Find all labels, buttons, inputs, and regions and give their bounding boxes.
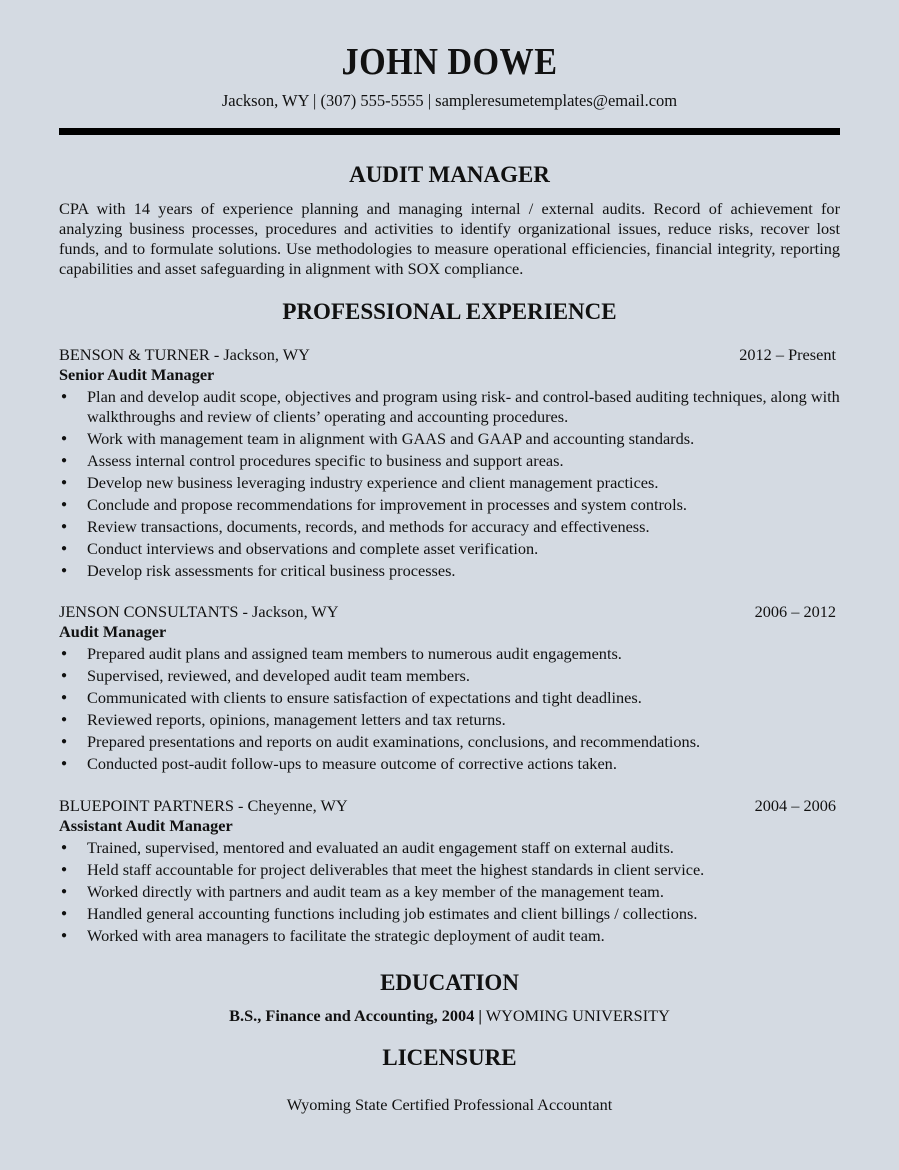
- list-item: ● Worked with area managers to facilitate the strategic deployment of audit team.: [59, 926, 840, 946]
- list-item: ● Trained, supervised, mentored and evaluated an audit engagement staff on external audits.: [59, 838, 840, 858]
- job-title: Audit Manager: [59, 622, 167, 641]
- dates: 2006 – 2012: [754, 602, 836, 621]
- list-item: ● Handled general accounting functions including job estimates and client billings / collections.: [59, 904, 840, 924]
- company: JENSON CONSULTANTS - Jackson, WY: [59, 602, 339, 621]
- dates: 2004 – 2006: [754, 796, 836, 815]
- list-item: ● Supervised, reviewed, and developed audit team members.: [59, 666, 840, 686]
- list-item: ● Prepared presentations and reports on audit examinations, conclusions, and recommendations.: [59, 732, 840, 752]
- job-header: [59, 345, 840, 365]
- header-divider: [59, 128, 840, 135]
- list-item: ● Held staff accountable for project deliverables that meet the highest standards in client service.: [59, 860, 840, 880]
- job-header: [59, 796, 840, 816]
- experience-heading: PROFESSIONAL EXPERIENCE: [282, 299, 617, 324]
- list-item: ● Develop new business leveraging industry experience and client management practices.: [59, 473, 840, 493]
- degree: B.S., Finance and Accounting, 2004 |: [229, 1006, 482, 1025]
- summary-text: CPA with 14 years of experience planning and managing internal / external audits. Record of achievement for analyzing business processes, procedures and activities to identify organizational issues, reduce risks, recover lost funds, and to formulate solutions. Use methodologies to measure operational efficiencies, financial integrity, reporting capabilities and asset safeguarding in alignment with SOX compliance.: [59, 199, 840, 278]
- summary-heading: AUDIT MANAGER: [349, 162, 550, 187]
- list-item: ● Prepared audit plans and assigned team members to numerous audit engagements.: [59, 644, 840, 664]
- job-entry: [59, 796, 840, 948]
- contact-info: Jackson, WY | (307) 555-5555 | sampleresumetemplates@email.com: [221, 91, 678, 110]
- company: BENSON & TURNER - Jackson, WY: [59, 345, 310, 364]
- responsibilities-list: [59, 644, 840, 774]
- list-item: ● Worked directly with partners and audit team as a key member of the management team.: [59, 882, 840, 902]
- list-item: ● Develop risk assessments for critical business processes.: [59, 561, 840, 581]
- education-entry: [59, 1006, 840, 1026]
- job-title: Assistant Audit Manager: [59, 816, 233, 835]
- education-heading: EDUCATION: [380, 970, 519, 995]
- list-item: ● Review transactions, documents, records, and methods for accuracy and effectiveness.: [59, 517, 840, 537]
- job-entry: [59, 602, 840, 776]
- candidate-name: JOHN DOWE: [341, 41, 558, 83]
- list-item: ● Conduct interviews and observations and complete asset verification.: [59, 539, 840, 559]
- licensure-text: Wyoming State Certified Professional Accountant: [286, 1095, 613, 1114]
- list-item: ● Work with management team in alignment with GAAS and GAAP and accounting standards.: [59, 429, 840, 449]
- responsibilities-list: [59, 838, 840, 946]
- job-title: Senior Audit Manager: [59, 365, 215, 384]
- licensure-heading: LICENSURE: [382, 1045, 517, 1070]
- company: BLUEPOINT PARTNERS - Cheyenne, WY: [59, 796, 348, 815]
- list-item: ● Assess internal control procedures specific to business and support areas.: [59, 451, 840, 471]
- list-item: ● Plan and develop audit scope, objectives and program using risk- and control-based auditing techniques, along with walkthroughs and review of clients’ operating and accounting procedures.: [59, 387, 840, 427]
- responsibilities-list: [59, 387, 840, 581]
- job-header: [59, 602, 840, 622]
- school: WYOMING UNIVERSITY: [485, 1006, 670, 1025]
- job-entry: [59, 345, 840, 583]
- list-item: ● Conclude and propose recommendations for improvement in processes and system controls.: [59, 495, 840, 515]
- list-item: ● Reviewed reports, opinions, management letters and tax returns.: [59, 710, 840, 730]
- list-item: ● Conducted post-audit follow-ups to measure outcome of corrective actions taken.: [59, 754, 840, 774]
- list-item: ● Communicated with clients to ensure satisfaction of expectations and tight deadlines.: [59, 688, 840, 708]
- dates: 2012 – Present: [739, 345, 836, 364]
